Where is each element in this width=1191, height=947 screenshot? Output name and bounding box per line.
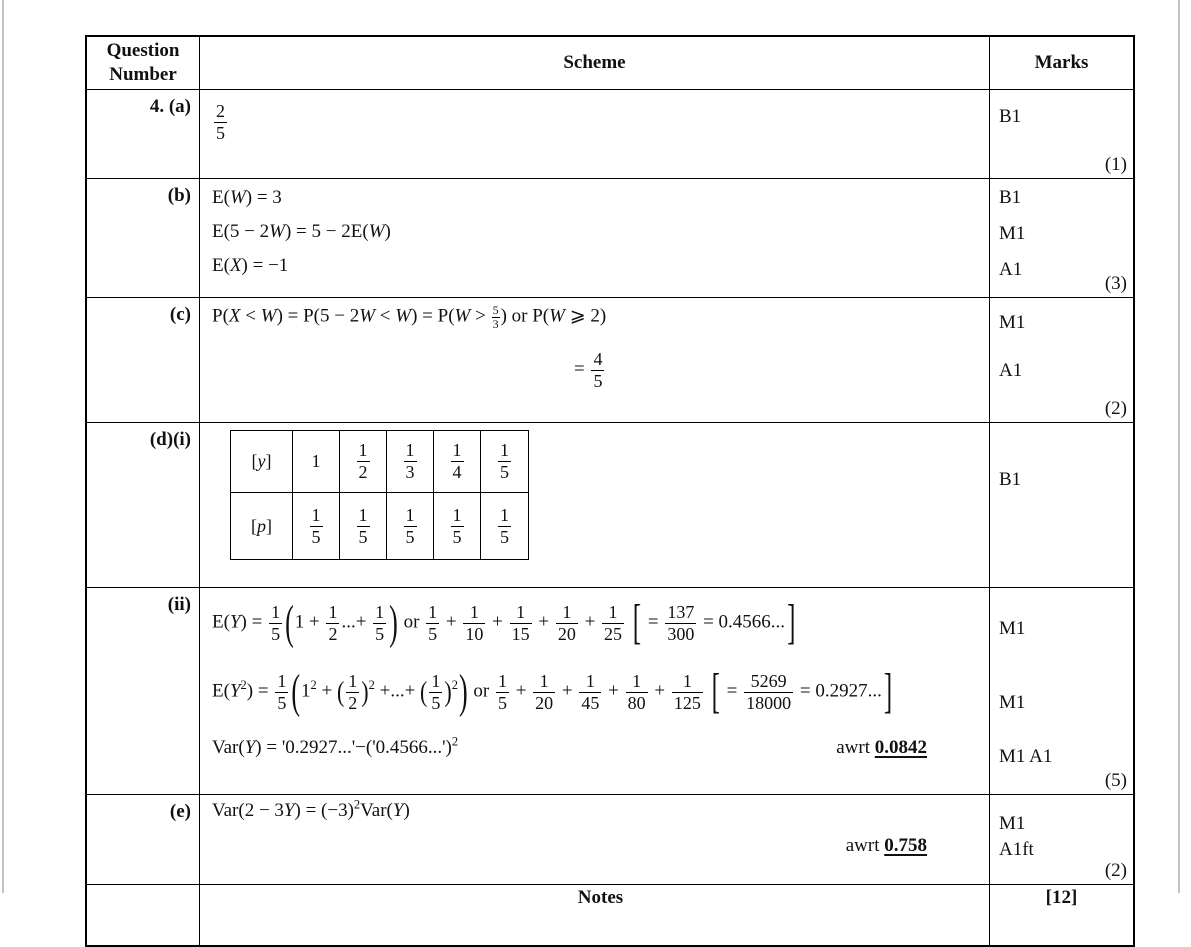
dist-p-value: $\frac{1}{5}$ xyxy=(340,493,387,559)
formula-4a: $\frac{2}{5}$ xyxy=(216,100,225,143)
marks-cell-e xyxy=(990,795,1133,885)
formula-b-line3: E(X) = −1 xyxy=(212,255,289,276)
formula-c-line2: = $\frac{4}{5}$ xyxy=(574,348,603,391)
mark-m1: M1 xyxy=(999,813,1026,834)
var-formula: $Var(Y) = '0.2927...'-('0.4566...')^2$ xyxy=(212,734,459,758)
question-label-ii: (ii) xyxy=(87,588,200,795)
formula-b-line1: E(W) = 3 xyxy=(212,187,282,208)
mark-b1: B1 xyxy=(999,106,1022,127)
header-scheme: Scheme xyxy=(200,37,990,90)
mark-m1: M1 xyxy=(999,223,1026,244)
scheme-cell-b xyxy=(200,179,990,298)
formula-ii-line1: E(Y) = $\frac{1}{5}$ (1 + $\frac{1}{2}$ ...+ $\frac{1}{5}$ ) or $\frac{1}{5}$ + $\frac{1}{10}$ + $\frac{1}{15}$ + $\frac{1}{20}$ + $\frac{1}{25}$ [ = $\frac{137}{300}$ = 0.4566...] xyxy=(212,595,796,650)
scheme-cell-ii xyxy=(200,588,990,795)
question-grand-total: [12] xyxy=(1045,887,1078,908)
dist-y-value: 1 xyxy=(293,431,340,493)
notes-heading: Notes xyxy=(200,885,990,945)
page-left-edge xyxy=(2,0,4,893)
scheme-cell-c xyxy=(200,298,990,423)
mark-a1: A1 xyxy=(999,360,1023,381)
mark-a1ft: A1ft xyxy=(999,839,1034,860)
marks-cell-ii xyxy=(990,588,1133,795)
question-label-e: (e) xyxy=(87,795,200,885)
formula-e-line1: $Var(2 - 3Y) = (-3)^2Var(Y)$ xyxy=(212,797,410,821)
row-total: (3) xyxy=(1104,273,1127,294)
dist-p-value: $\frac{1}{5}$ xyxy=(387,493,434,559)
row-total: (5) xyxy=(1104,770,1127,791)
mark-m1-a1: M1 A1 xyxy=(999,746,1053,767)
dist-p-value: $\frac{1}{5}$ xyxy=(293,493,340,559)
row-total: (2) xyxy=(1104,398,1127,419)
header-marks: Marks xyxy=(990,37,1133,90)
mark-a1: A1 xyxy=(999,259,1023,280)
dist-y-value: $\frac{1}{4}$ xyxy=(434,431,481,493)
awrt-value: awrt 0.0842 xyxy=(836,737,927,758)
mark-b1: B1 xyxy=(999,187,1022,208)
dist-label-p: [p] xyxy=(231,493,293,559)
mark-m1: M1 xyxy=(999,618,1026,639)
dist-y-value: $\frac{1}{3}$ xyxy=(387,431,434,493)
header-question-number: Question Number xyxy=(87,37,200,90)
formula-c-line1: P(X < W) = P(5 − 2W < W) = P(W > $\frac{5}{3}$ ) or P(W ⩾ 2) xyxy=(212,302,607,331)
dist-y-value: $\frac{1}{5}$ xyxy=(481,431,528,493)
question-label-di: (d)(i) xyxy=(87,423,200,588)
question-label-4a: 4. (a) xyxy=(87,90,200,179)
mark-b1: B1 xyxy=(999,469,1022,490)
mark-m1: M1 xyxy=(999,312,1026,333)
formula-ii-line2: $E(Y^2)$ = $\frac{1}{5}$ ($1^2$ + ( $\frac{1}{2}$ )$^2$ +...+ ( $\frac{1}{5}$ )$^2$) or $\frac{1}{5}$ + $\frac{1}{20}$ + $\frac{1}{45}$ + $\frac{1}{80}$ + $\frac{1}{125}$ [ = $\frac{5269}{18000}$ = 0.2927...] xyxy=(212,664,893,719)
marks-cell-b xyxy=(990,179,1133,298)
dist-y-value: $\frac{1}{2}$ xyxy=(340,431,387,493)
dist-label-y: [y] xyxy=(231,431,293,493)
dist-p-value: $\frac{1}{5}$ xyxy=(434,493,481,559)
dist-p-value: $\frac{1}{5}$ xyxy=(500,504,509,547)
question-label-b: (b) xyxy=(87,179,200,298)
row-total: (1) xyxy=(1104,154,1127,175)
question-label-c: (c) xyxy=(87,298,200,423)
formula-b-line2: E(5 − 2W) = 5 − 2E(W) xyxy=(212,221,391,242)
mark-scheme-table xyxy=(85,35,1135,947)
marks-cell-c xyxy=(990,298,1133,423)
formula-ii-line3 xyxy=(212,732,989,764)
page-right-edge xyxy=(1178,0,1180,893)
scheme-cell-4a xyxy=(200,90,990,179)
scheme-cell-di xyxy=(200,423,990,588)
row-total: (2) xyxy=(1104,860,1127,881)
awrt-value: awrt 0.758 xyxy=(845,835,927,856)
marks-cell-di xyxy=(990,423,1133,588)
scheme-cell-e xyxy=(200,795,990,885)
marks-cell-4a xyxy=(990,90,1133,179)
distribution-table xyxy=(230,430,529,560)
mark-m1: M1 xyxy=(999,692,1026,713)
question-cell-notes xyxy=(87,885,200,945)
